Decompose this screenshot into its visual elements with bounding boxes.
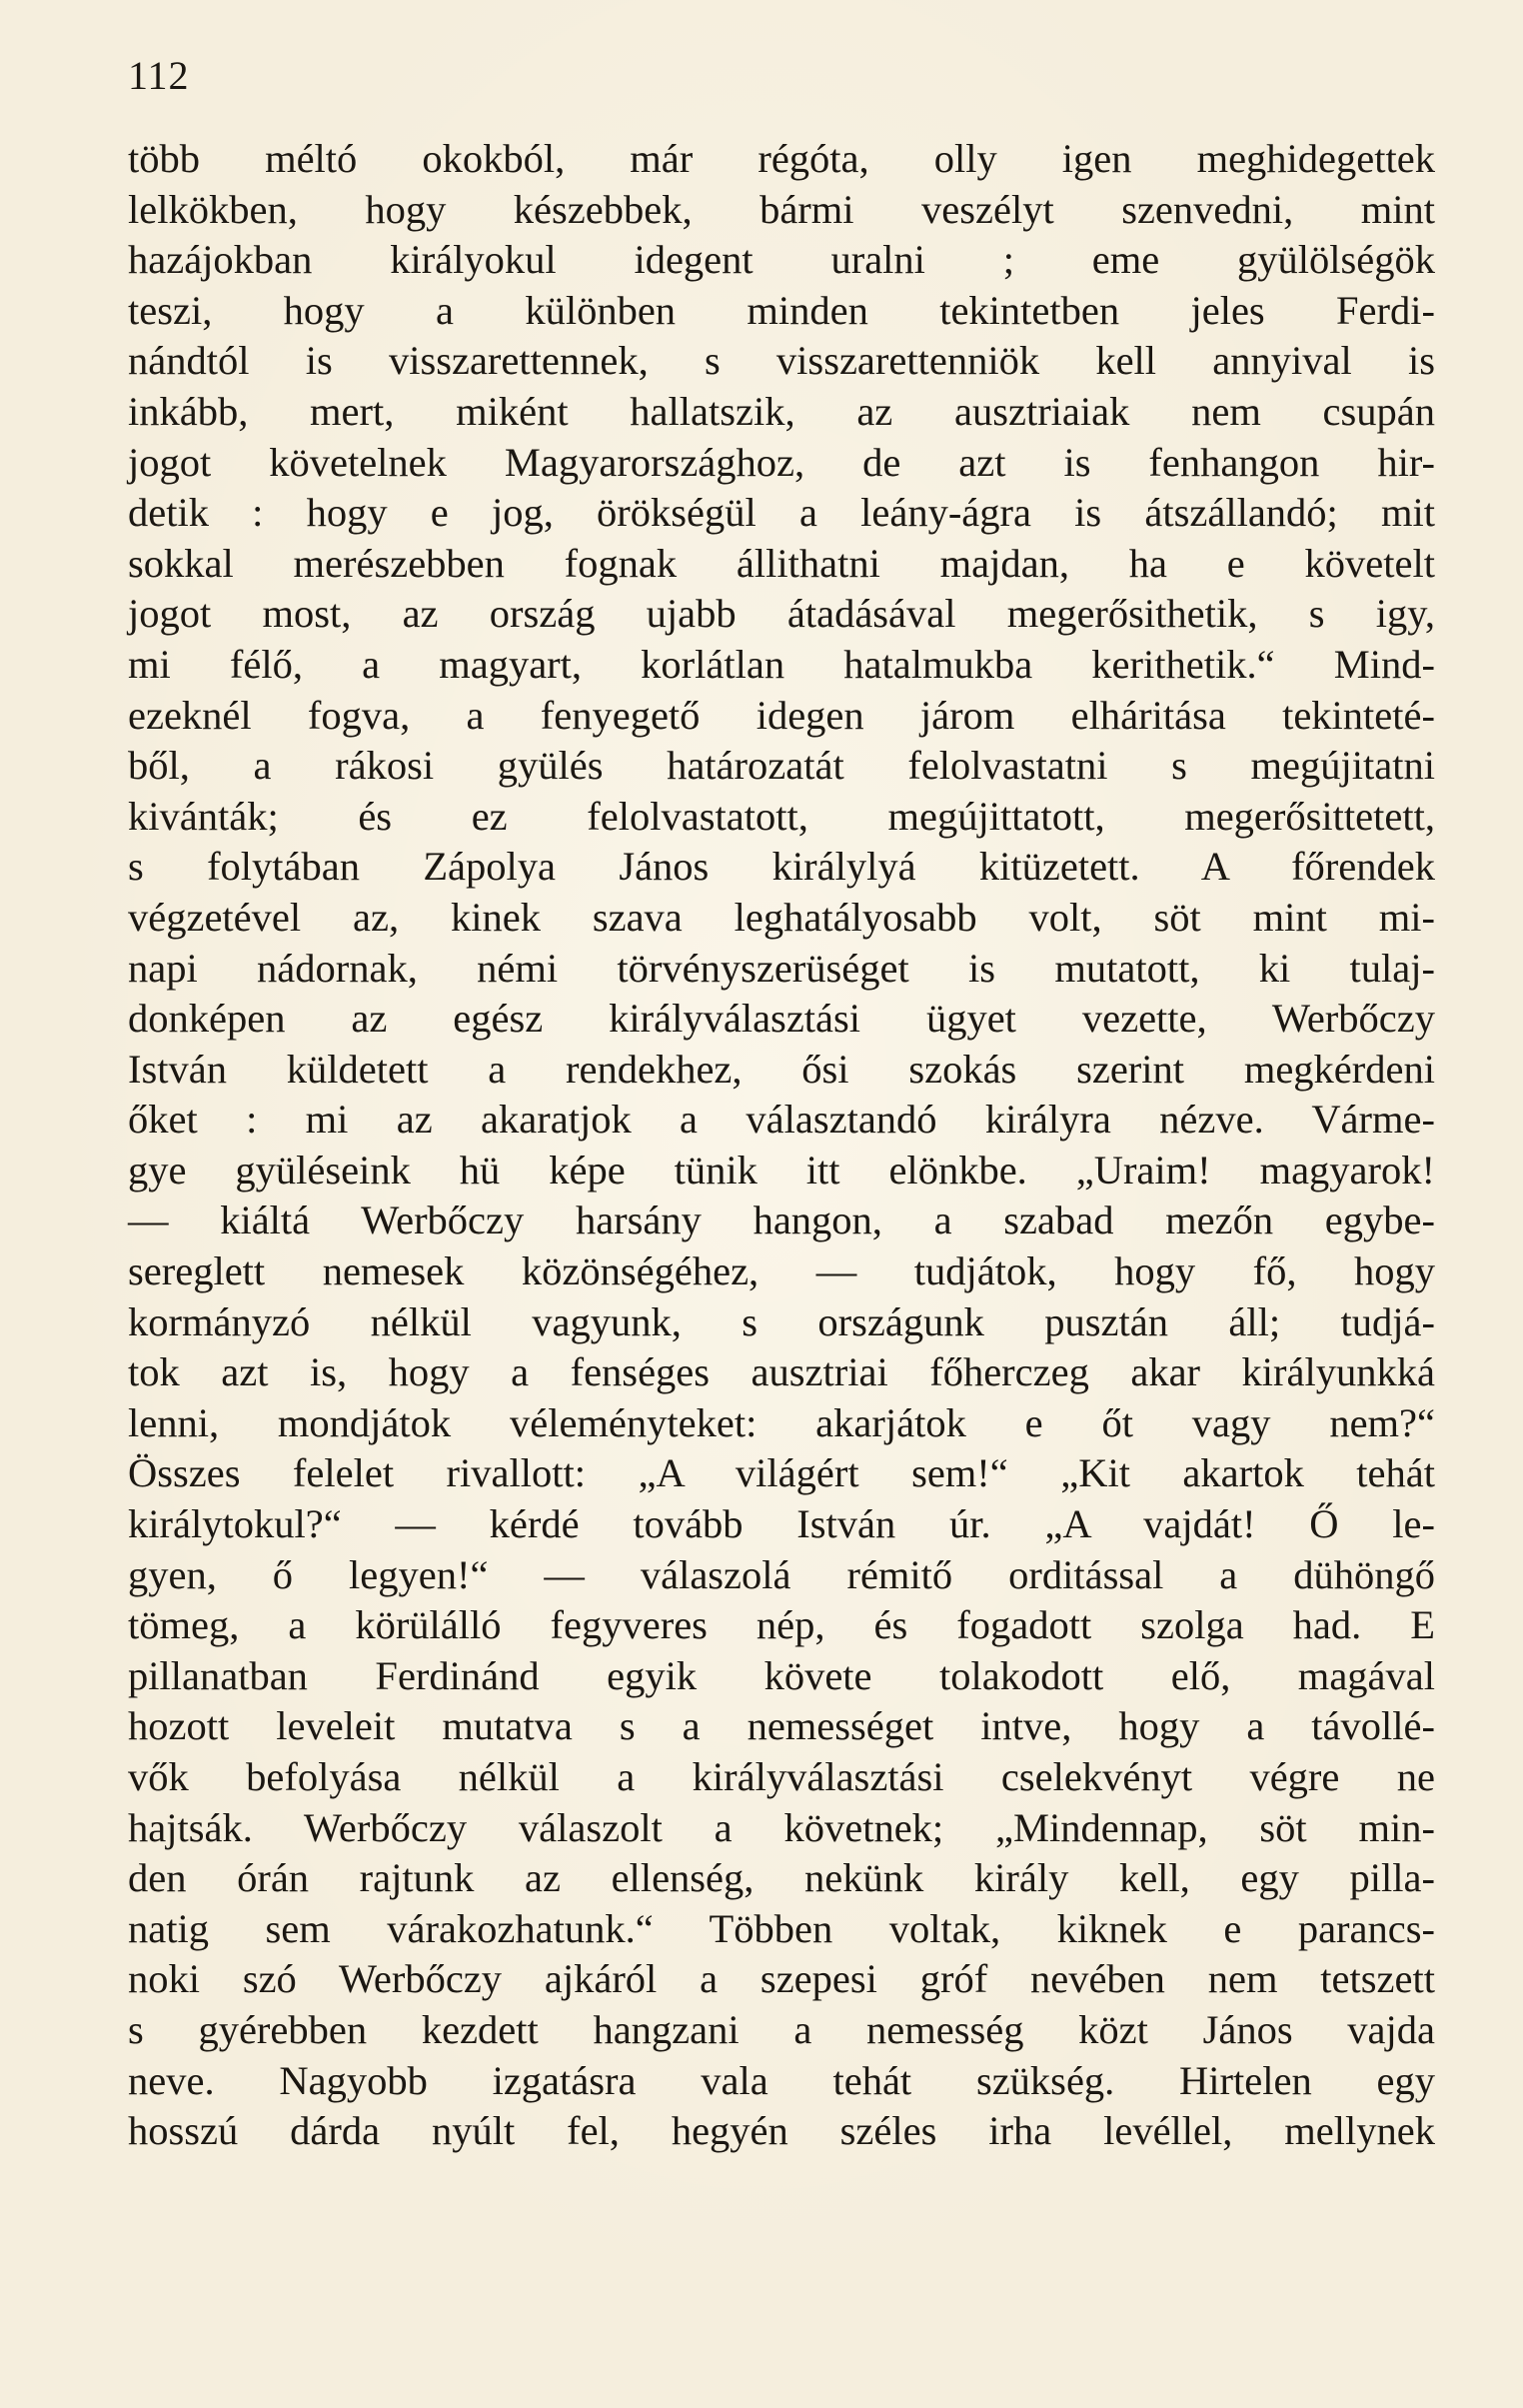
text-line: hosszú dárda nyúlt fel, hegyén széles irha levéllel, mellynek	[128, 2108, 1435, 2154]
text-line: ből, a rákosi gyülés határozatát felolvastatni s megújitatni	[128, 743, 1435, 789]
text-line: nándtól is visszarettennek, s visszarettenniök kell annyival is	[128, 338, 1435, 384]
text-line: lelkökben, hogy készebbek, bármi veszélyt szenvedni, mint	[128, 186, 1435, 232]
text-line: őket : mi az akaratjok a választandó királyra nézve. Várme-	[128, 1097, 1435, 1143]
text-line: hozott leveleit mutatva s a nemességet intve, hogy a távollé-	[128, 1703, 1435, 1749]
text-line: — kiáltá Werbőczy harsány hangon, a szabad mezőn egybe-	[128, 1198, 1435, 1243]
text-line: jogot követelnek Magyarországhoz, de azt is fenhangon hir-	[128, 439, 1435, 485]
text-line: ezeknél fogva, a fenyegető idegen járom elháritása tekinteté-	[128, 692, 1435, 738]
text-line: István küldetett a rendekhez, ősi szokás szerint megkérdeni	[128, 1046, 1435, 1092]
text-line: noki szó Werbőczy ajkáról a szepesi gróf nevében nem tetszett	[128, 1956, 1435, 2002]
text-line: több méltó okokból, már régóta, olly igen meghidegettek	[128, 136, 1435, 181]
text-line: királytokul?“ — kérdé tovább István úr. „A vajdát! Ő le-	[128, 1501, 1435, 1547]
text-line: sokkal merészebben fognak állithatni majdan, ha e követelt	[128, 540, 1435, 586]
text-line: teszi, hogy a különben minden tekintetben jeles Ferdi-	[128, 287, 1435, 333]
text-line: végzetével az, kinek szava leghatályosabb volt, söt mint mi-	[128, 894, 1435, 940]
text-line: inkább, mert, miként hallatszik, az ausztriaiak nem csupán	[128, 388, 1435, 434]
text-line: gyen, ő legyen!“ — válaszolá rémitő orditással a dühöngő	[128, 1551, 1435, 1597]
text-line: s gyérebben kezdett hangzani a nemesség közt János vajda	[128, 2006, 1435, 2052]
text-line: vők befolyása nélkül a királyválasztási cselekvényt végre ne	[128, 1754, 1435, 1799]
page-number: 112	[128, 53, 190, 98]
body-text	[128, 134, 1435, 2157]
text-line: detik : hogy e jog, örökségül a leány-ágra is átszállandó; mit	[128, 490, 1435, 536]
text-line: napi nádornak, némi törvényszerüséget is mutatott, ki tulaj-	[128, 945, 1435, 991]
text-line: mi félő, a magyart, korlátlan hatalmukba kerithetik.“ Mind-	[128, 641, 1435, 687]
text-line: kivánták; és ez felolvastatott, megújittatott, megerősittetett,	[128, 793, 1435, 839]
text-line: gye gyüléseink hü képe tünik itt elönkbe. „Uraim! magyarok!	[128, 1147, 1435, 1193]
text-line: kormányzó nélkül vagyunk, s országunk pusztán áll; tudjá-	[128, 1298, 1435, 1344]
text-line: donképen az egész királyválasztási ügyet vezette, Werbőczy	[128, 996, 1435, 1042]
text-line: jogot most, az ország ujabb átadásával megerősithetik, s igy,	[128, 591, 1435, 637]
text-line: pillanatban Ferdinánd egyik követe tolakodott elő, magával	[128, 1652, 1435, 1698]
text-line: sereglett nemesek közönségéhez, — tudjátok, hogy fő, hogy	[128, 1248, 1435, 1294]
text-line: tok azt is, hogy a fenséges ausztriai főherczeg akar királyunkká	[128, 1349, 1435, 1395]
text-line: natig sem várakozhatunk.“ Többen voltak, kiknek e parancs-	[128, 1905, 1435, 1951]
text-line: s folytában Zápolya János királylyá kitüzetett. A főrendek	[128, 844, 1435, 890]
text-line: lenni, mondjátok véleményteket: akarjátok e őt vagy nem?“	[128, 1399, 1435, 1445]
text-line: neve. Nagyobb izgatásra vala tehát szükség. Hirtelen egy	[128, 2057, 1435, 2103]
text-line: tömeg, a körülálló fegyveres nép, és fogadott szolga had. E	[128, 1602, 1435, 1648]
text-line: Összes felelet rivallott: „A világért sem!“ „Kit akartok tehát	[128, 1450, 1435, 1496]
text-line: hajtsák. Werbőczy válaszolt a követnek; „Mindennap, söt min-	[128, 1804, 1435, 1850]
text-line: den órán rajtunk az ellenség, nekünk király kell, egy pilla-	[128, 1855, 1435, 1901]
text-line: hazájokban királyokul idegent uralni ; eme gyülölségök	[128, 237, 1435, 283]
